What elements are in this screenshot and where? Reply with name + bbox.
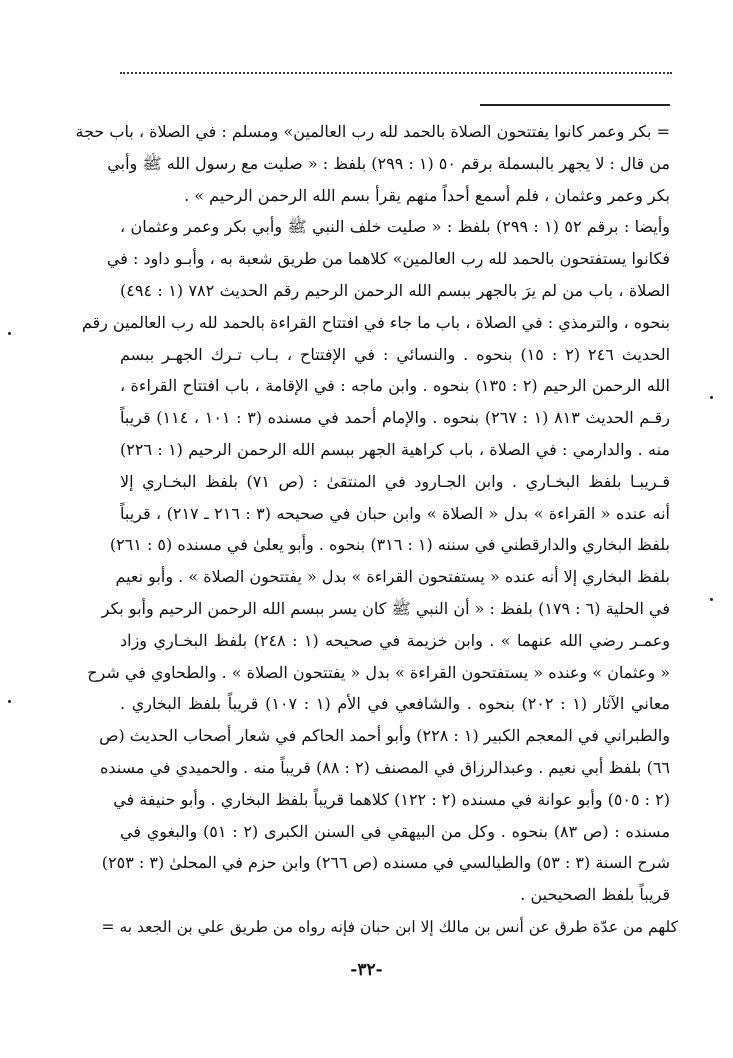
footnote-line: بكر وعمر وعثمان ، فلم أسمع أحداً منهم يقرأ بسم الله الرحمن الرحيم » . (184, 185, 670, 205)
footnote-text (75, 116, 671, 911)
footnote-line: في الحلية (٦ : ١٧٩) بلفظ : « أن النبي ﷺ كان يسر ببسم الله الرحمن الرحيم وأبو بكر (101, 598, 670, 618)
footnote-line: الحديث ٢٤٦ (٢ : ١٥) بنحوه . والنسائي : في الإفتتاح ، بـاب تـرك الجهـر ببسم (120, 344, 671, 364)
footnote-line: (٢ : ٥٠٥) وأبو عوانة في مسنده (٢ : ١٢٢) كلاهما قريباً بلفظ البخاري . وأبو حنيفة في (113, 789, 670, 809)
continuation-line: كلهم من عدّة طرق عن أنس بن مالك إلا ابن حبان فإنه رواه من طريق علي بن الجعد به = (101, 918, 678, 936)
dotted-separator (120, 72, 672, 74)
footnote-line: ٦٦) بلفظ أبي نعيم . وعبدالرزاق في المصنف (٢ : ٨٨) قريباً منه . والحميدي في مسنده (99, 757, 670, 777)
scan-speck (8, 700, 11, 703)
footnote-line: بنحوه ، والترمذي : في الصلاة ، باب ما جاء في افتتاح القراءة بالحمد لله رب العالمين رقم (81, 312, 670, 332)
footnote-line: معاني الآثار (١ : ٢٠٢) بنحوه . والشافعي في الأم (١ : ١٠٧) قريباً بلفظ البخاري . (120, 694, 671, 714)
footnote-line: بلفظ البخاري والدارقطني في سننه (١ : ٣١٦) بنحوه . وأبو يعلىٰ في مسنده (٥ : ٢٦١) (109, 535, 670, 555)
footnote-line: من قال : لا يجهر بالبسملة برقم ٥٠ (١ : ٢٩٩) بلفظ : « صليت مع رسول الله ﷺ وأبي (107, 153, 670, 173)
footnote-line: بلفظ البخاري إلا أنه عنده « يستفتحون القراءة » بدل « يفتتحون الصلاة » . وأبو نعيم (115, 567, 670, 587)
page-number: -٣٢- (350, 960, 383, 980)
scan-speck (710, 396, 713, 399)
footnote-line: = بكر وعمر كانوا يفتتحون الصلاة بالحمد لله رب العالمين» ومسلم : في الصلاة ، باب حجة (75, 122, 670, 141)
footnote-line: قريباً بلفظ الصحيحين . (520, 885, 670, 905)
footnote-line: قـريبـا بلفظ البخـاري . وابن الجـارود في المنتقىٰ : (ص ٧١) بلفظ البخـاري إلا (120, 471, 671, 491)
scan-speck (8, 332, 11, 335)
scan-speck (710, 598, 713, 601)
footnote-line: وعمـر رضي الله عنهما » . وابن خزيمة في صحيحه (١ : ٢٤٨) بلفظ البخـاري وزاد (120, 630, 671, 650)
footnote-line: الله الرحمن الرحيم (٢ : ١٣٥) بنحوه . وابن ماجه : في الإقامة ، باب افتتاح القراءة ، (120, 376, 670, 396)
footnote-line: مسنده : (ص ٨٣) بنحوه . وكل من البيهقي في السنن الكبرى (٢ : ٥١) والبغوي في (120, 821, 671, 841)
footnote-line: رقـم الحديث ٨١٣ (١ : ٢٦٧) بنحوه . والإمام أحمد في مسنده (٣ : ١٠١ ، ١١٤) قريباً (120, 408, 671, 428)
footnote-rule (480, 104, 670, 106)
footnote-line: والطبراني في المعجم الكبير (١ : ٢٢٨) وأبو أحمد الحاكم في شعار أصحاب الحديث (ص (99, 726, 670, 746)
footnote-line: الصلاة ، باب من لم يرَ بالجهر ببسم الله الرحمن الرحيم رقم الحديث ٧٨٢ (١ : ٤٩٤) (120, 280, 670, 300)
footnote-line: منه . والدارمي : في الصلاة ، باب كراهية الجهر ببسم الله الرحمن الرحيم (١ : ٢٢٦) (120, 439, 670, 459)
footnote-line: وأيضا : برقم ٥٢ (١ : ٢٩٩) بلفظ : « صليت خلف النبي ﷺ وأبي بكر وعمر وعثمان ، (120, 217, 670, 237)
footnote-line: « وعثمان » وعنده « يستفتحون القراءة » بدل « يفتتحون الصلاة » . والطحاوي في شرح (87, 662, 670, 682)
footnote-line: فكانوا يستفتحون بالحمد لله رب العالمين» كلاهما من طريق شعبة به ، وأبـو داود : في (106, 249, 670, 269)
footnote-line: أنه عنده « القراءة » بدل « الصلاة » وابن حبان في صحيحه (٣ : ٢١٦ ـ ٢١٧) ، قريباً (120, 503, 671, 523)
footnote-line: شرح السنة (٣ : ٥٣) والطيالسي في مسنده (ص ٢٦٦) وابن حزم في المحلىٰ (٣ : ٢٥٣) (101, 853, 670, 873)
